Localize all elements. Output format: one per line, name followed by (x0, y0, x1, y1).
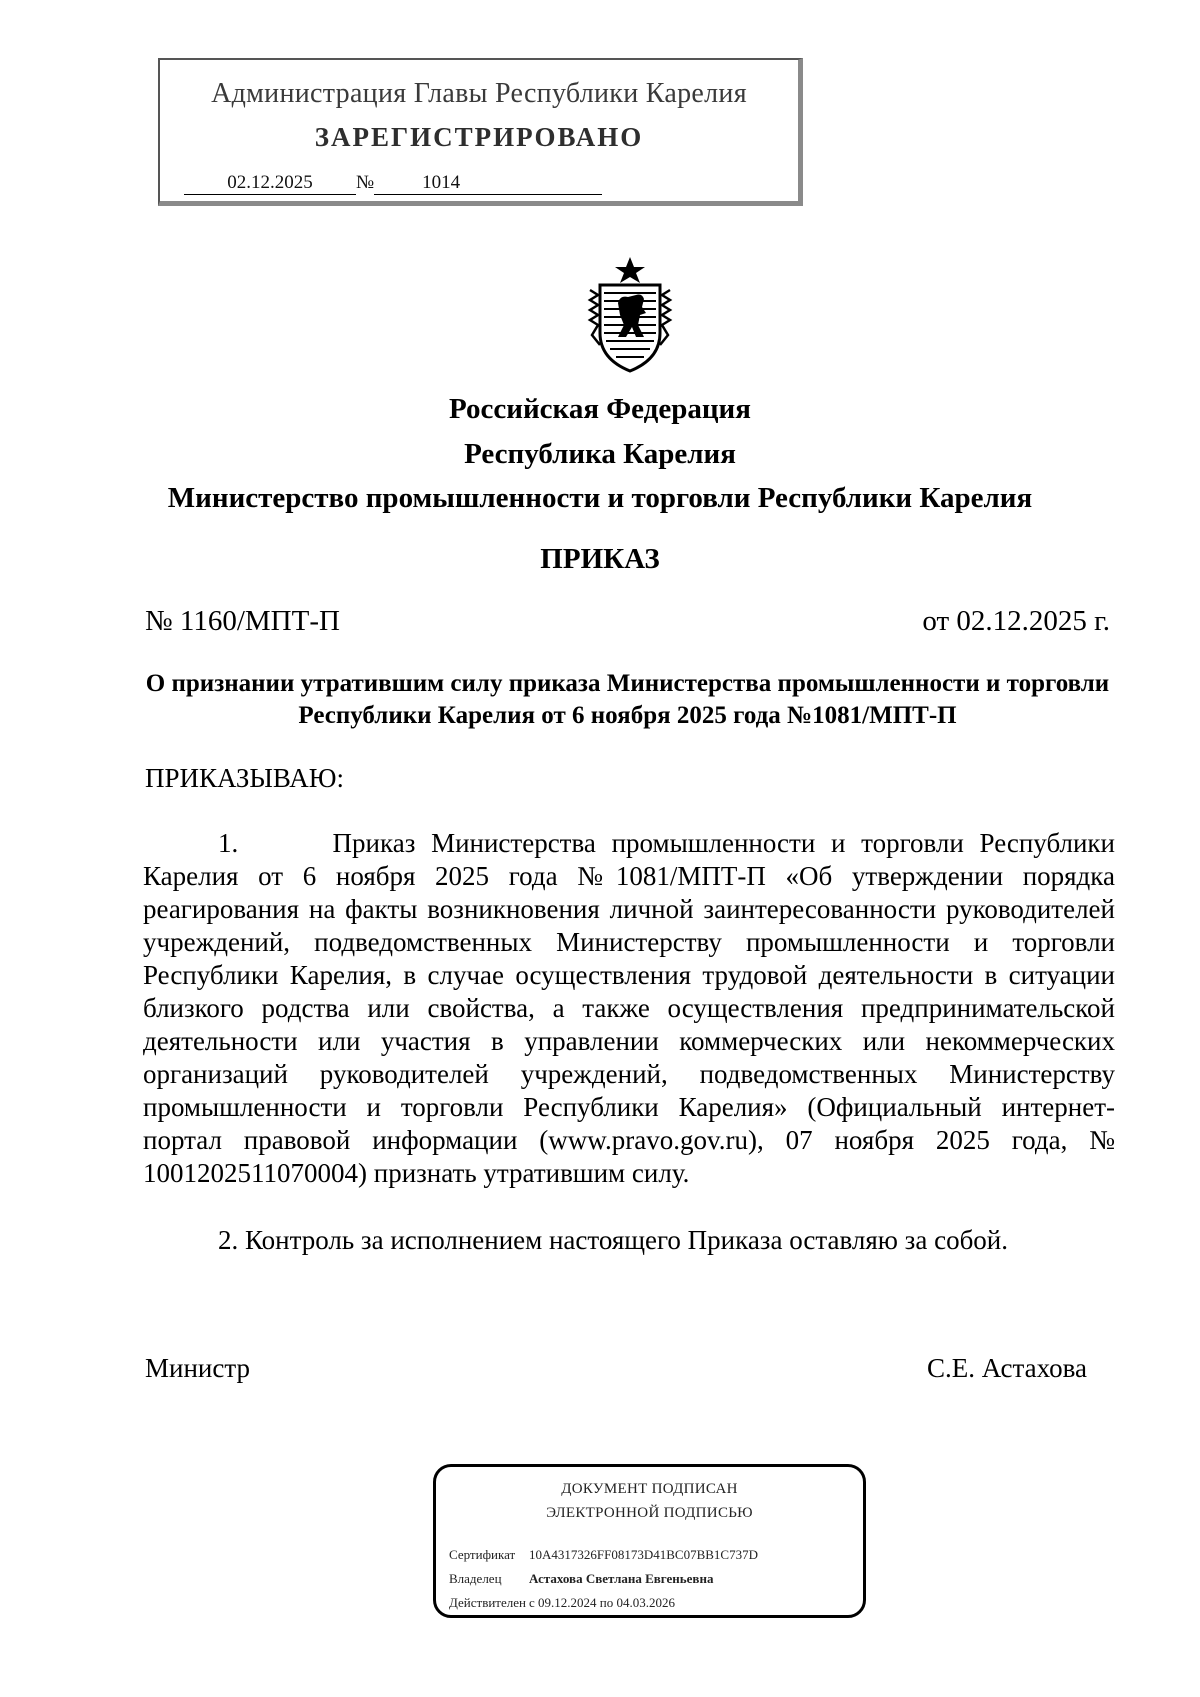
esig-owner: Астахова Светлана Евгеньевна (529, 1571, 714, 1586)
header-country: Российская Федерация (449, 393, 751, 425)
registration-stamp (158, 58, 803, 206)
order-paragraph-2: 2. Контроль за исполнением настоящего Приказа оставляю за собой. (218, 1225, 1009, 1255)
stamp-number: 1014 (374, 172, 602, 195)
signer-name: С.Е. Астахова (926, 1353, 1087, 1383)
karelia-coat-of-arms-icon (580, 255, 680, 375)
stamp-status: ЗАРЕГИСТРИРОВАНО (314, 122, 644, 152)
order-subject: О признании утратившим силу приказа Министерства промышленности и торговли Республики Карелия от 6 ноября 2025 года №1081/МПТ-П (145, 670, 1110, 729)
esig-valid-label: Действителен (449, 1595, 526, 1610)
stamp-authority: Администрация Главы Республики Карелия (211, 78, 747, 109)
esig-owner-row (449, 1571, 713, 1587)
stamp-number-label: № (356, 172, 375, 193)
order-date: от 02.12.2025 г. (922, 605, 1110, 637)
esig-title-2: ЭЛЕКТРОННОЙ ПОДПИСЬЮ (546, 1505, 753, 1521)
header-republic: Республика Карелия (464, 438, 736, 470)
stamp-date: 02.12.2025 (184, 172, 356, 195)
esig-certificate: 10A4317326FF08173D41BC07BB1C737D (529, 1547, 758, 1562)
header-ministry: Министерство промышленности и торговли Республики Карелия (167, 482, 1033, 514)
esig-title-1: ДОКУМЕНТ ПОДПИСАН (561, 1481, 738, 1497)
order-directive: ПРИКАЗЫВАЮ: (145, 763, 344, 793)
esig-valid: с 09.12.2024 по 04.03.2026 (529, 1595, 675, 1610)
order-title: ПРИКАЗ (540, 543, 660, 575)
esig-certificate-row (449, 1547, 758, 1563)
signer-role: Министр (145, 1353, 250, 1383)
esig-valid-row (449, 1595, 675, 1611)
electronic-signature-stamp (433, 1464, 866, 1618)
esig-owner-label: Владелец (449, 1571, 502, 1586)
order-paragraph-1: 1. Приказ Министерства промышленности и торговли Республики Карелия от 6 ноября 2025 года №1081/МПТ-П «Об утверждении порядка реагирования на факты возникновения личной заинтересованности руководителей учреждений, подведомственных Министерству промышленности и торговли Республики Карелия, в случае осуществления трудовой деятельности в ситуации близкого родства или свойства, а также осуществления предпринимательской деятельности или участия в управлении коммерческих или некоммерческих организаций руководителей учреждений, подведомственных Министерству промышленности и торговли Республики Карелия» (Официальный интернет-портал правовой информации (www.pravo.gov.ru), 07 ноября 2025 года, № 1001202511070004) признать утратившим силу. (143, 828, 1115, 1188)
order-number: № 1160/МПТ-П (145, 605, 340, 637)
stamp-registration-row (184, 172, 602, 195)
esig-certificate-label: Сертификат (449, 1547, 516, 1562)
